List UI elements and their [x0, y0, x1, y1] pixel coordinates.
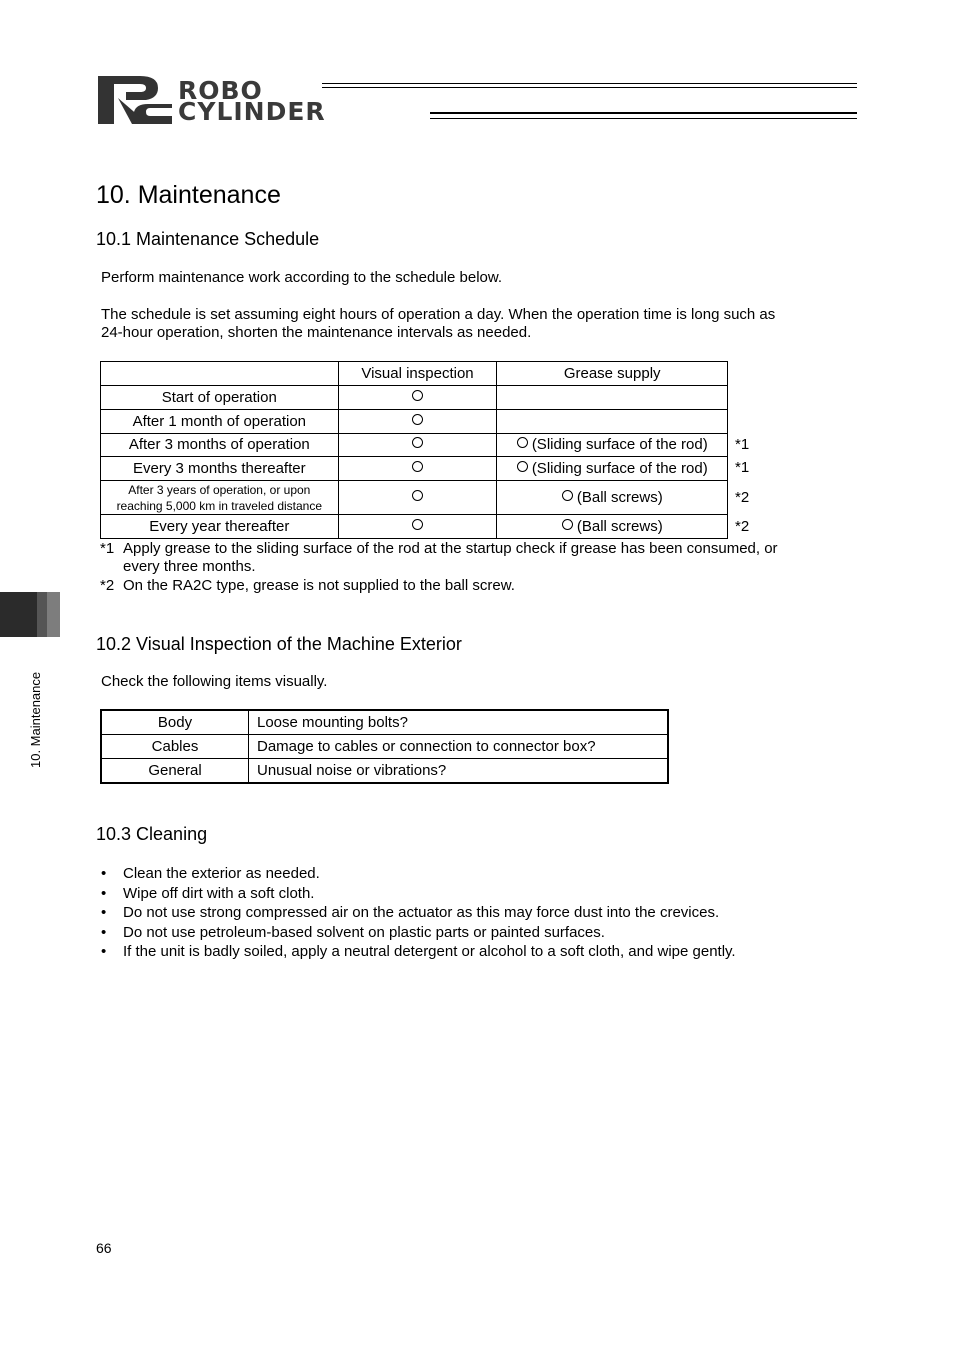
grease-cell — [497, 481, 728, 515]
period-cell: Start of operation — [101, 386, 339, 410]
side-tab-block — [47, 592, 60, 637]
footnote-text: On the RA2C type, grease is not supplied to the ball screw. — [123, 577, 515, 594]
circle-mark-icon — [562, 519, 573, 530]
visual-cell — [338, 481, 497, 515]
schedule-paragraph-line1: The schedule is set assuming eight hours of operation a day. When the operation time is long such as — [101, 306, 776, 323]
section-heading-maintenance-schedule: 10.1 Maintenance Schedule — [96, 229, 320, 249]
footnote-text: Apply grease to the sliding surface of the rod at the startup check if grease has been consumed, or — [123, 540, 778, 557]
footnote-marker: *1 — [735, 436, 750, 453]
table-header-row — [101, 362, 728, 386]
list-item: • Clean the exterior as needed. — [101, 864, 736, 884]
inspection-item: Cables — [101, 735, 249, 759]
list-item: • Do not use strong compressed air on the actuator as this may force dust into the crevices. — [101, 903, 736, 923]
period-cell: After 1 month of operation — [101, 410, 339, 434]
logo-text-cylinder: CYLINDER — [178, 97, 326, 126]
inspection-check: Loose mounting bolts? — [249, 710, 669, 735]
circle-mark-icon — [517, 461, 528, 472]
table-row — [101, 434, 728, 457]
footnote-tag: *1 — [100, 540, 115, 557]
logo-text-robo: ROBO — [178, 76, 263, 105]
period-line: After 3 years of operation, or upon — [128, 482, 311, 497]
schedule-intro: Perform maintenance work according to the schedule below. — [101, 269, 503, 286]
circle-mark-icon — [412, 437, 423, 448]
period-cell: Every year thereafter — [101, 515, 339, 539]
circle-mark-icon — [412, 519, 423, 530]
grease-detail: (Ball screws) — [576, 517, 663, 535]
circle-mark-icon — [412, 461, 423, 472]
grease-cell — [497, 457, 728, 481]
grease-detail: (Ball screws) — [576, 488, 663, 506]
grease-cell — [497, 515, 728, 539]
circle-mark-icon — [517, 437, 528, 448]
period-cell: Every 3 months thereafter — [101, 457, 339, 481]
table-header-cell: Grease supply — [497, 362, 728, 386]
header-rule-top — [322, 83, 857, 88]
circle-mark-icon — [562, 490, 573, 501]
visual-inspection-table — [100, 709, 669, 784]
footnote-text: every three months. — [123, 558, 256, 575]
section-heading-cleaning: 10.3 Cleaning — [96, 824, 208, 844]
footnote-marker: *2 — [735, 489, 750, 506]
table-row — [101, 410, 728, 434]
inspection-item: General — [101, 759, 249, 784]
table-row — [101, 515, 728, 539]
table-row — [101, 759, 668, 784]
list-item: • Do not use petroleum-based solvent on plastic parts or painted surfaces. — [101, 923, 736, 943]
side-tab-block — [0, 592, 37, 637]
maintenance-schedule-table — [100, 361, 728, 539]
footnote-marker: *1 — [735, 459, 750, 476]
table-header-cell: Visual inspection — [338, 362, 497, 386]
list-item: • Wipe off dirt with a soft cloth. — [101, 884, 736, 904]
grease-cell — [497, 410, 728, 434]
circle-mark-icon — [412, 390, 423, 401]
table-row — [101, 386, 728, 410]
visual-cell — [338, 515, 497, 539]
inspection-check: Damage to cables or connection to connector box? — [249, 735, 669, 759]
grease-cell — [497, 386, 728, 410]
table-row — [101, 481, 728, 515]
grease-cell — [497, 434, 728, 457]
schedule-paragraph-line2: 24-hour operation, shorten the maintenance intervals as needed. — [101, 324, 532, 341]
circle-mark-icon — [412, 490, 423, 501]
grease-detail: (Sliding surface of the rod) — [531, 459, 708, 477]
list-item: • If the unit is badly soiled, apply a neutral detergent or alcohol to a soft cloth, and wipe gently. — [101, 942, 736, 962]
visual-cell — [338, 457, 497, 481]
robo-cylinder-logo-icon — [96, 74, 174, 126]
table-row — [101, 457, 728, 481]
period-line: reaching 5,000 km in traveled distance — [116, 498, 323, 513]
grease-detail: (Sliding surface of the rod) — [531, 436, 708, 453]
period-cell — [101, 481, 339, 515]
side-tab-block — [37, 592, 47, 637]
footnote-1 — [100, 540, 840, 576]
footnote-2 — [100, 577, 840, 595]
period-cell: After 3 months of operation — [101, 434, 339, 457]
inspection-intro: Check the following items visually. — [101, 673, 328, 690]
table-header-cell — [101, 362, 339, 386]
table-row — [101, 710, 668, 735]
section-heading-visual-inspection: 10.2 Visual Inspection of the Machine Exterior — [96, 634, 462, 654]
inspection-check: Unusual noise or vibrations? — [249, 759, 669, 784]
cleaning-list — [101, 864, 736, 962]
table-row — [101, 735, 668, 759]
visual-cell — [338, 434, 497, 457]
footnote-tag: *2 — [100, 577, 115, 594]
page-number: 66 — [96, 1240, 112, 1256]
inspection-item: Body — [101, 710, 249, 735]
side-tab-label: 10. Maintenance — [28, 671, 43, 768]
visual-cell — [338, 386, 497, 410]
footnote-marker: *2 — [735, 518, 750, 535]
visual-cell — [338, 410, 497, 434]
header-rule-bottom — [430, 112, 857, 119]
circle-mark-icon — [412, 414, 423, 425]
page-title: 10. Maintenance — [96, 181, 281, 209]
